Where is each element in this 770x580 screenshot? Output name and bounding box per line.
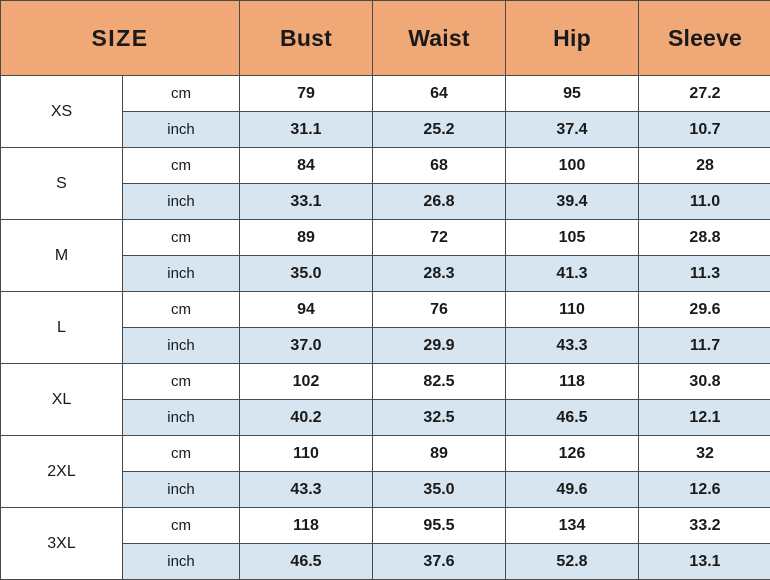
value-hip-cm: 110 <box>506 292 639 328</box>
value-waist-cm: 68 <box>373 148 506 184</box>
unit-label-inch: inch <box>123 472 240 508</box>
size-label: M <box>1 220 123 292</box>
unit-label-inch: inch <box>123 256 240 292</box>
value-sleeve-inch: 10.7 <box>639 112 770 148</box>
value-waist-cm: 72 <box>373 220 506 256</box>
column-header-waist: Waist <box>373 1 506 76</box>
size-label: XL <box>1 364 123 436</box>
unit-label-inch: inch <box>123 544 240 580</box>
size-label: L <box>1 292 123 364</box>
table-row <box>1 148 770 184</box>
value-waist-cm: 82.5 <box>373 364 506 400</box>
value-sleeve-inch: 11.7 <box>639 328 770 364</box>
column-header-hip: Hip <box>506 1 639 76</box>
value-bust-inch: 33.1 <box>240 184 373 220</box>
value-bust-cm: 79 <box>240 76 373 112</box>
value-bust-inch: 35.0 <box>240 256 373 292</box>
table-row <box>1 292 770 328</box>
table-header <box>1 1 770 76</box>
column-header-sleeve: Sleeve <box>639 1 770 76</box>
table-row <box>1 220 770 256</box>
value-sleeve-cm: 32 <box>639 436 770 472</box>
value-waist-inch: 32.5 <box>373 400 506 436</box>
value-waist-inch: 28.3 <box>373 256 506 292</box>
size-label: XS <box>1 76 123 148</box>
header-row <box>1 1 770 76</box>
value-sleeve-cm: 28.8 <box>639 220 770 256</box>
table-row <box>1 508 770 544</box>
value-hip-cm: 126 <box>506 436 639 472</box>
value-hip-inch: 43.3 <box>506 328 639 364</box>
value-waist-inch: 35.0 <box>373 472 506 508</box>
value-bust-cm: 94 <box>240 292 373 328</box>
unit-label-cm: cm <box>123 220 240 256</box>
value-waist-cm: 95.5 <box>373 508 506 544</box>
size-label: 2XL <box>1 436 123 508</box>
unit-label-cm: cm <box>123 292 240 328</box>
value-sleeve-inch: 12.6 <box>639 472 770 508</box>
value-hip-inch: 37.4 <box>506 112 639 148</box>
value-bust-inch: 37.0 <box>240 328 373 364</box>
value-hip-cm: 95 <box>506 76 639 112</box>
value-bust-cm: 89 <box>240 220 373 256</box>
value-hip-cm: 134 <box>506 508 639 544</box>
value-bust-inch: 40.2 <box>240 400 373 436</box>
unit-label-cm: cm <box>123 148 240 184</box>
size-label: 3XL <box>1 508 123 580</box>
value-sleeve-cm: 27.2 <box>639 76 770 112</box>
value-waist-cm: 64 <box>373 76 506 112</box>
value-sleeve-cm: 33.2 <box>639 508 770 544</box>
table-row <box>1 76 770 112</box>
unit-label-inch: inch <box>123 328 240 364</box>
value-sleeve-cm: 30.8 <box>639 364 770 400</box>
value-sleeve-cm: 29.6 <box>639 292 770 328</box>
value-waist-cm: 89 <box>373 436 506 472</box>
table-row <box>1 364 770 400</box>
value-waist-inch: 37.6 <box>373 544 506 580</box>
value-waist-inch: 26.8 <box>373 184 506 220</box>
value-waist-inch: 25.2 <box>373 112 506 148</box>
value-hip-inch: 52.8 <box>506 544 639 580</box>
value-sleeve-inch: 13.1 <box>639 544 770 580</box>
unit-label-inch: inch <box>123 400 240 436</box>
unit-label-inch: inch <box>123 184 240 220</box>
unit-label-cm: cm <box>123 76 240 112</box>
value-sleeve-inch: 11.0 <box>639 184 770 220</box>
value-hip-inch: 49.6 <box>506 472 639 508</box>
value-waist-cm: 76 <box>373 292 506 328</box>
unit-label-cm: cm <box>123 436 240 472</box>
value-bust-cm: 84 <box>240 148 373 184</box>
value-sleeve-cm: 28 <box>639 148 770 184</box>
value-hip-inch: 46.5 <box>506 400 639 436</box>
size-label: S <box>1 148 123 220</box>
value-hip-inch: 39.4 <box>506 184 639 220</box>
value-hip-cm: 105 <box>506 220 639 256</box>
value-hip-inch: 41.3 <box>506 256 639 292</box>
value-bust-cm: 110 <box>240 436 373 472</box>
value-bust-cm: 118 <box>240 508 373 544</box>
value-sleeve-inch: 11.3 <box>639 256 770 292</box>
unit-label-cm: cm <box>123 364 240 400</box>
column-header-bust: Bust <box>240 1 373 76</box>
value-hip-cm: 118 <box>506 364 639 400</box>
table-body <box>1 76 770 580</box>
unit-label-cm: cm <box>123 508 240 544</box>
value-bust-cm: 102 <box>240 364 373 400</box>
value-bust-inch: 31.1 <box>240 112 373 148</box>
unit-label-inch: inch <box>123 112 240 148</box>
value-bust-inch: 46.5 <box>240 544 373 580</box>
column-header-size: SIZE <box>1 1 240 76</box>
value-bust-inch: 43.3 <box>240 472 373 508</box>
table-row <box>1 436 770 472</box>
value-waist-inch: 29.9 <box>373 328 506 364</box>
value-sleeve-inch: 12.1 <box>639 400 770 436</box>
value-hip-cm: 100 <box>506 148 639 184</box>
